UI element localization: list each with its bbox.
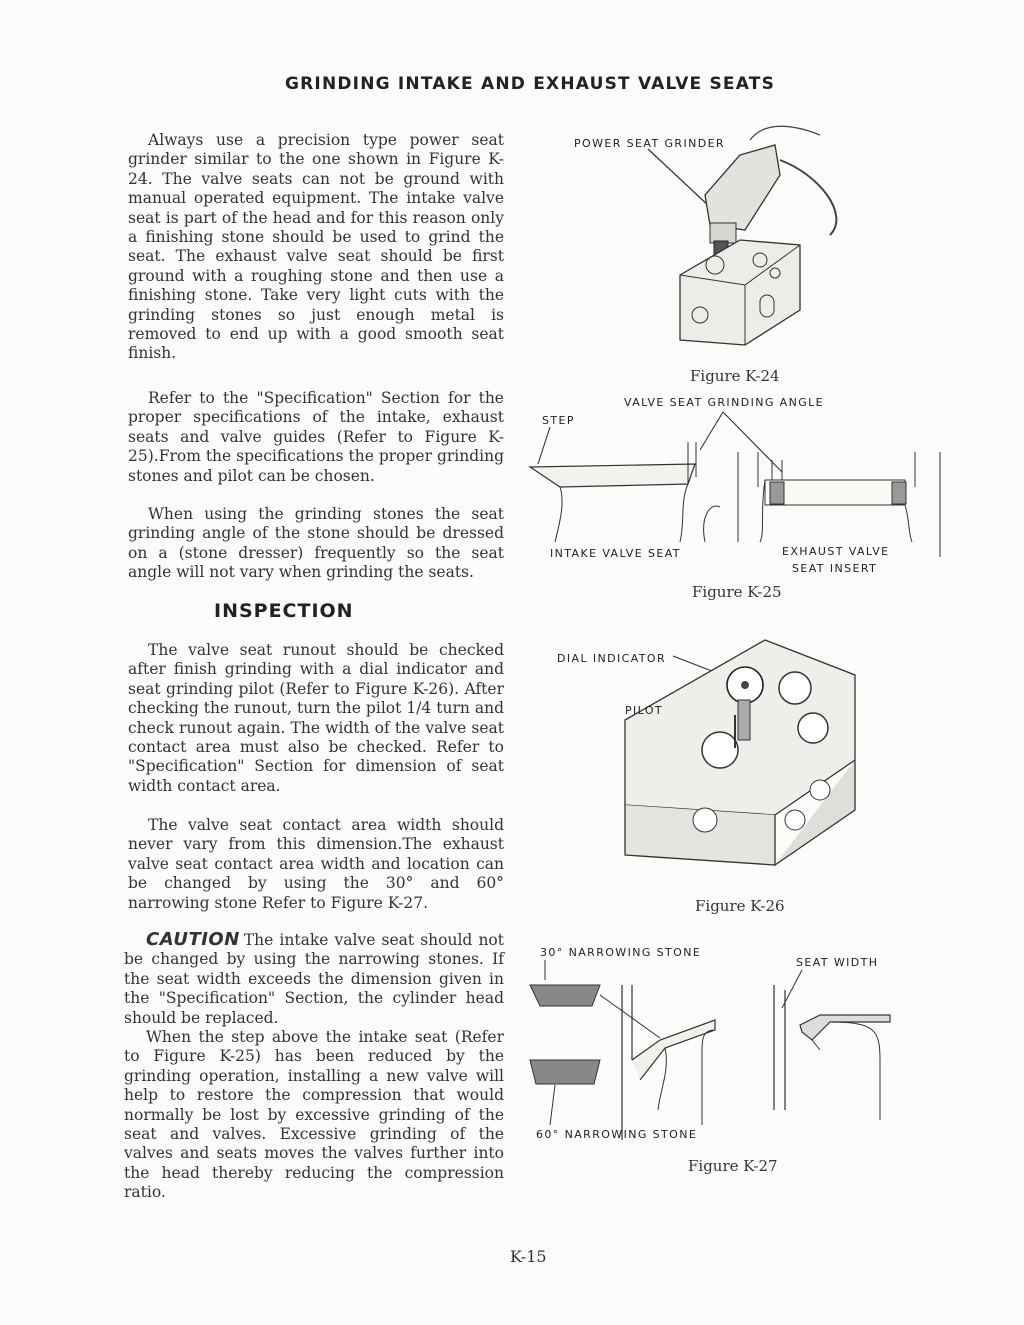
label-step: STEP (542, 414, 575, 427)
inspection-heading: INSPECTION (214, 600, 354, 622)
page-title: GRINDING INTAKE AND EXHAUST VALVE SEATS (284, 74, 776, 94)
label-power-seat-grinder: POWER SEAT GRINDER (574, 137, 725, 150)
dial-indicator-illustration (555, 640, 875, 900)
paragraph-stone-dressing: When using the grinding stones the seat grinding angle of the stone should be dressed on a (stone dresser) frequently so the seat angle will not vary when grinding the seats. (128, 505, 504, 582)
runout-paragraph (128, 641, 504, 796)
paragraph-runout: The valve seat runout should be checked after finish grinding with a dial indicator and seat grinding pilot (Refer to Figure K-26). After checking the runout, turn the pilot 1/4 turn and check runout again. The width of the valve seat contact area must also be checked. Refer to "Specification" Section for dimension of seat width contact area. (128, 641, 504, 795)
label-dial-indicator: DIAL INDICATOR (557, 652, 667, 665)
label-valve-seat-grinding-angle: VALVE SEAT GRINDING ANGLE (624, 396, 825, 409)
paragraph-grinder: Always use a precision type power seat grinder similar to the one shown in Figure K-24. The valve seats can not be ground with manual operated equipment. The intake valve seat is part of the head and for this reason only a finishing stone should be used to grind the seat. The exhaust valve seat should be first ground with a roughing stone and then use a finishing stone. Take very light cuts with the grinding stones so just enough metal is removed to end up with a good smooth seat finish. (128, 131, 504, 363)
paragraph-step: When the step above the intake seat (Refer to Figure K-25) has been reduced by the grinding operation, installing a new valve will help to restore the compression that would normally be lost by excessive grinding of the seat and valves. Excessive grinding of the valves and seats moves the valves further into the head thereby reducing the compression ratio. (124, 1028, 504, 1202)
caption-k25: Figure K-25 (692, 583, 782, 601)
narrowing-stone-illustration (530, 940, 910, 1160)
paragraph-contact-width: The valve seat contact area width should never vary from this dimension.The exhaust valve seat contact area width and location can be changed by using the 30° and 60° narrowing stone Refer to Figure K-27. (128, 816, 504, 912)
caption-k24: Figure K-24 (690, 367, 780, 385)
intro-paragraph (128, 131, 504, 364)
caption-k26: Figure K-26 (695, 897, 785, 915)
label-60-narrowing-stone: 60° NARROWING STONE (536, 1128, 698, 1141)
contact-paragraph (128, 816, 504, 913)
figure-k25 (520, 392, 950, 607)
figure-k26 (555, 640, 875, 920)
grinder-illustration (560, 115, 860, 375)
label-pilot: PILOT (625, 704, 663, 717)
label-30-narrowing-stone: 30° NARROWING STONE (540, 946, 702, 959)
paragraph-caution (124, 930, 504, 1028)
valve-seat-section-illustration (520, 392, 950, 552)
caution-label: CAUTION (146, 929, 240, 950)
caption-k27: Figure K-27 (688, 1157, 778, 1175)
stone-paragraph (128, 505, 504, 583)
label-exhaust-valve: EXHAUST VALVE (782, 545, 890, 558)
caution-text: The intake valve seat should not be changed by using the narrowing stones. If the seat width exceeds the dimension given in the "Specification" Section, the cylinder head should be replaced. (124, 931, 504, 1027)
page-number: K-15 (510, 1247, 547, 1266)
label-seat-width: SEAT WIDTH (796, 956, 879, 969)
label-intake-valve-seat: INTAKE VALVE SEAT (550, 547, 681, 560)
label-seat-insert: SEAT INSERT (792, 562, 878, 575)
spec-paragraph (128, 389, 504, 486)
figure-k24 (560, 115, 860, 385)
caution-paragraph (124, 930, 504, 1203)
figure-k27 (530, 940, 910, 1190)
paragraph-specification: Refer to the "Specification" Section for the proper specifications of the intake, exhaust seats and valve guides (Refer to Figure K-25).From the specifications the proper grinding stones and pilot can be chosen. (128, 389, 504, 485)
